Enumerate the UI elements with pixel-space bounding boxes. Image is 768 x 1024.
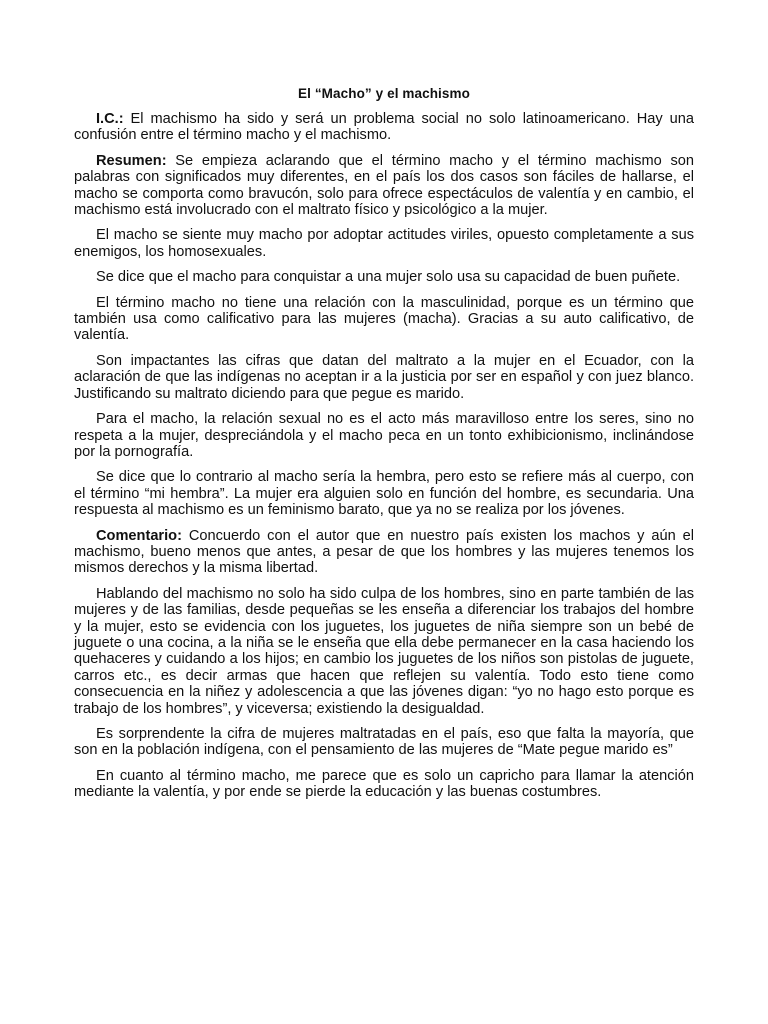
- paragraph-ic: [74, 111, 694, 144]
- paragraph: Se dice que lo contrario al macho sería la hembra, pero esto se refiere más al cuerpo, con el término “mi hembra”. La mujer era alguien solo en función del hombre, es secundaria. Una respuesta al machismo es un feminismo barato, que ya no se realiza por los jóvenes.: [74, 469, 694, 519]
- paragraph-resumen: [74, 153, 694, 219]
- document-page: [74, 86, 694, 810]
- paragraph-lead: Resumen:: [96, 152, 167, 169]
- paragraph-text: El machismo ha sido y será un problema social no solo latinoamericano. Hay una confusión entre el término macho y el machismo.: [74, 111, 694, 144]
- paragraph: Se dice que el macho para conquistar a una mujer solo usa su capacidad de buen puñete.: [96, 269, 681, 286]
- paragraph: En cuanto al término macho, me parece que es solo un capricho para llamar la atención mediante la valentía, y por ende se pierde la educación y las buenas costumbres.: [74, 767, 694, 801]
- paragraph-lead: I.C.:: [96, 111, 124, 127]
- paragraph: El término macho no tiene una relación con la masculinidad, porque es un término que también usa como calificativo para las mujeres (macha). Gracias a su auto calificativo, de valentía.: [74, 294, 694, 344]
- paragraph: El macho se siente muy macho por adoptar actitudes viriles, opuesto completamente a sus enemigos, los homosexuales.: [74, 227, 694, 260]
- paragraph-text: Se empieza aclarando que el término macho y el término machismo son palabras con significados muy diferentes, en el país los dos casos son fáciles de hallarse, el macho se comporta como bravucón, solo para ofrece espectáculos de valentía y en cambio, el machismo está involucrado con el maltrato físico y psicológico a la mujer.: [74, 152, 694, 219]
- paragraph-text: Concuerdo con el autor que en nuestro país existen los machos y aún el machismo, bueno menos que antes, a pesar de que los hombres y las mujeres tenemos los mismos derechos y la misma libertad.: [74, 527, 694, 577]
- paragraph: Es sorprendente la cifra de mujeres maltratadas en el país, eso que falta la mayoría, que son en la población indígena, con el pensamiento de las mujeres de “Mate pegue marido es”: [74, 726, 694, 759]
- paragraph: Son impactantes las cifras que datan del maltrato a la mujer en el Ecuador, con la aclaración de que las indígenas no aceptan ir a la justicia por ser en español y con juez blanco. Justificando su maltrato diciendo para que pegue es marido.: [74, 352, 694, 402]
- paragraph: Hablando del machismo no solo ha sido culpa de los hombres, sino en parte también de las mujeres y de las familias, desde pequeñas se les enseña a diferenciar los trabajos del hombre y la mujer, esto se evidencia con los juguetes, los juguetes de niña siempre son un bebé de juguete o una cocina, a la niña se le enseña que ella debe permanecer en la casa haciendo los quehaceres y cuidando a los hijos; en cambio los juguetes de los niños son pistolas de juguete, carros etc., es decir armas que hacen que reflejen su valentía. Todo esto tiene como consecuencia en la niñez y adolescencia a que las jóvenes digan: “yo no hago esto porque es trabajo de los hombres”, y viceversa; existiendo la desigualdad.: [74, 585, 694, 717]
- page-title: El “Macho” y el machismo: [298, 86, 470, 101]
- paragraph-comentario: [74, 528, 694, 577]
- paragraph: Para el macho, la relación sexual no es el acto más maravilloso entre los seres, sino no respeta a la mujer, despreciándola y el macho peca en un tonto exhibicionismo, inclinándose por la pornografía.: [74, 411, 694, 460]
- paragraph-lead: Comentario:: [96, 527, 182, 544]
